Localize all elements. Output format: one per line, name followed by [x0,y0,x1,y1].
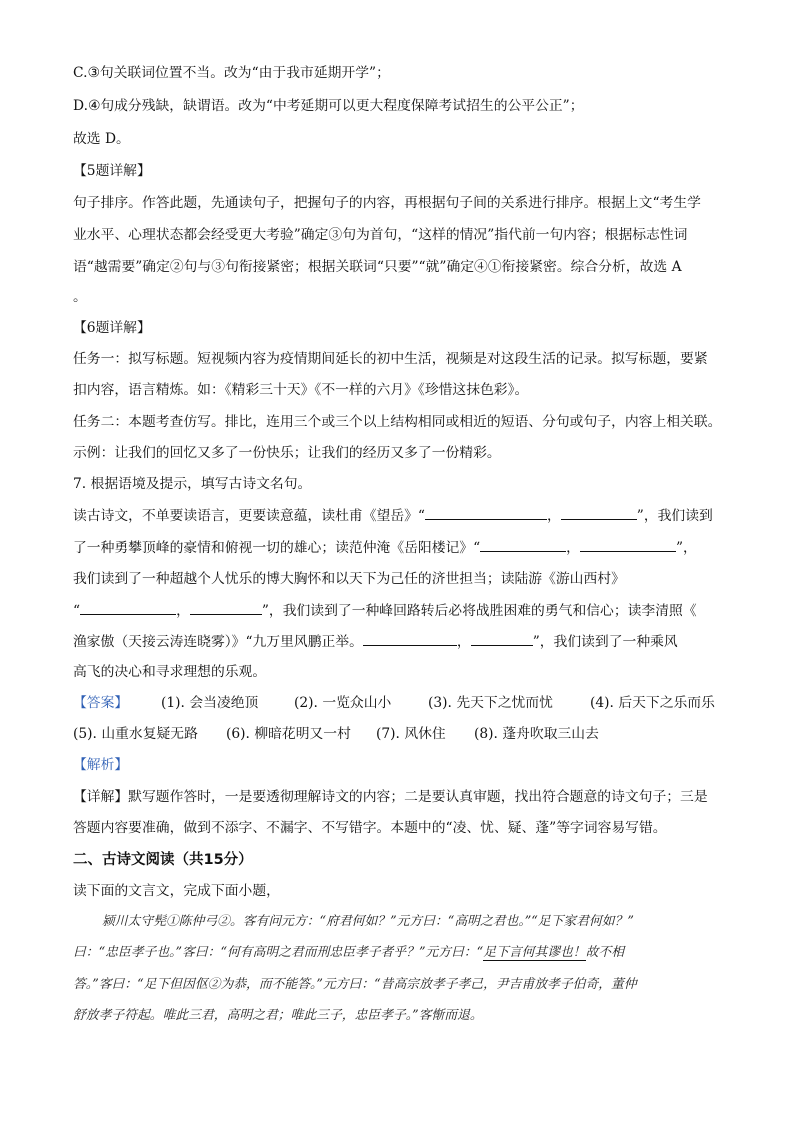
answer-blank[interactable] [190,601,262,615]
answer-blank[interactable] [480,538,566,552]
q7-text-segment: 读古诗文，不单要读语言，更要读意蕴，读杜甫《望岳》“ [73,508,425,524]
q7-text-segment: ”，我们读到了一种乘风 [532,634,678,650]
answer-blank[interactable] [363,632,457,646]
answer-item: (3). 先天下之忧而忧 [428,695,553,711]
q5-detail-header: 【5题详解】 [73,163,151,179]
analysis-label: 【解析】 [73,757,129,773]
q5-text-line: 语“越需要”确定②句与③句衔接紧密；根据关联词“只要”“就”确定④①衔接紧密。综合分析，故选 A [73,259,682,275]
q7-text-line: 高飞的决心和寻求理想的乐观。 [73,664,267,680]
passage-line [73,944,733,962]
passage-line: 颍川太守髡①陈仲弓②。客有问元方：“府君何如？”元方曰：“高明之君也。”“足下家君何如？” [102,914,634,929]
q7-text-segment: 渔家傲（天接云涛连晓雾）》“九万里风鹏正举。 [73,634,363,650]
q6-detail-header: 【6题详解】 [73,320,151,336]
q5-text-line: 句子排序。作答此题，先通读句子，把握句子的内容，再根据句子间的关系进行排序。根据上文“考生学 [73,195,701,211]
passage-segment: 故不相 [585,945,624,960]
option-d-line: D.④句成分残缺，缺谓语。改为“中考延期可以更大程度保障考试招生的公平公正”； [73,98,584,114]
passage-line: 答。”客曰：“足下但因伛②为恭，而不能答。”元方曰：“昔高宗放孝子孝己，尹吉甫放孝子伯奇，董仲 [73,977,637,992]
passage-segment: 曰：“忠臣孝子也。”客曰：“何有高明之君而刑忠臣孝子者乎？”元方曰：“ [73,945,484,960]
answer-item: (8). 蓬舟吹取三山去 [474,726,599,742]
q7-text-segment: ， [546,508,561,524]
answer-item: (6). 柳暗花明又一村 [226,726,351,742]
section-title: 二、古诗文阅读（共15分） [73,852,253,868]
conclusion-line: 故选 D。 [73,131,130,147]
answer-blank[interactable] [425,506,547,520]
answer-item: (5). 山重水复疑无路 [73,726,198,742]
q7-text-line: 我们读到了一种超越个人忧乐的博大胸怀和以天下为己任的济世担当；读陆游《游山西村》 [73,571,625,587]
analysis-detail-line: 答题内容要准确，做到不添字、不漏字、不写错字。本题中的“凌、忧、疑、蓬”等字词容易写错。 [73,820,667,836]
analysis-detail-line: 【详解】默写题作答时，一是要透彻理解诗文的内容；二是要认真审题，找出符合题意的诗文句子；三是 [73,789,708,805]
answer-item: (1). 会当凌绝顶 [161,695,259,711]
answer-blank[interactable] [580,538,676,552]
answer-item: (7). 风休住 [376,726,446,742]
passage-line: 舒放孝子符起。唯此三君，高明之君；唯此三子，忠臣孝子。”客惭而退。 [73,1008,483,1023]
q5-text-line: 。 [73,289,87,305]
q7-text-segment: ”，我们读到 [636,508,713,524]
q7-text-segment: ， [456,634,471,650]
q7-text-line [73,538,733,557]
q7-text-segment: “ [73,603,81,619]
answer-item: (2). 一览众山小 [294,695,392,711]
q7-text-segment: ， [566,540,580,556]
q6-text-line: 扣内容，语言精炼。如：《精彩三十天》《不一样的六月》《珍惜这抹色彩》。 [73,382,529,398]
q6-text-line: 任务一：拟写标题。短视频内容为疫情期间延长的初中生活，视频是对这段生活的记录。拟写标题，要紧 [73,351,708,367]
q7-text-segment: 了一种勇攀顶峰的豪情和俯视一切的雄心；读范仲淹《岳阳楼记》“ [73,540,481,556]
answer-label: 【答案】 [73,695,129,711]
q7-title: 7. 根据语境及提示，填写古诗文名句。 [73,476,312,492]
answer-item: (4). 后天下之乐而乐 [590,695,715,711]
answer-blank[interactable] [561,506,637,520]
q5-text-line: 业水平、心理状态都会经受更大考验”确定③句为首句，“这样的情况”指代前一句内容；根据标志性词 [73,227,688,243]
answer-blank[interactable] [471,632,533,646]
q7-text-segment: ”，我们读到了一种峰回路转后必将战胜困难的勇气和信心；读李清照《 [261,603,697,619]
section-intro: 读下面的文言文，完成下面小题， [73,883,280,899]
underlined-sentence: 足下言何其谬也！ [483,945,586,960]
q6-text-line: 任务二：本题考查仿写。排比，连用三个或三个以上结构相同或相近的短语、分句或句子，内容上相关联。 [73,414,722,430]
q6-text-line: 示例：让我们的回忆又多了一份快乐；让我们的经历又多了一份精彩。 [73,445,501,461]
answer-row-2 [73,725,733,743]
q7-text-line [73,601,733,620]
q7-text-line [73,506,733,525]
q7-text-segment: ”， [675,540,697,556]
option-c-line: C.③句关联词位置不当。改为“由于我市延期开学”； [73,65,390,81]
answer-blank[interactable] [80,601,176,615]
q7-text-line [73,632,733,651]
answer-row-1 [73,694,733,712]
q7-text-segment: ， [176,603,190,619]
